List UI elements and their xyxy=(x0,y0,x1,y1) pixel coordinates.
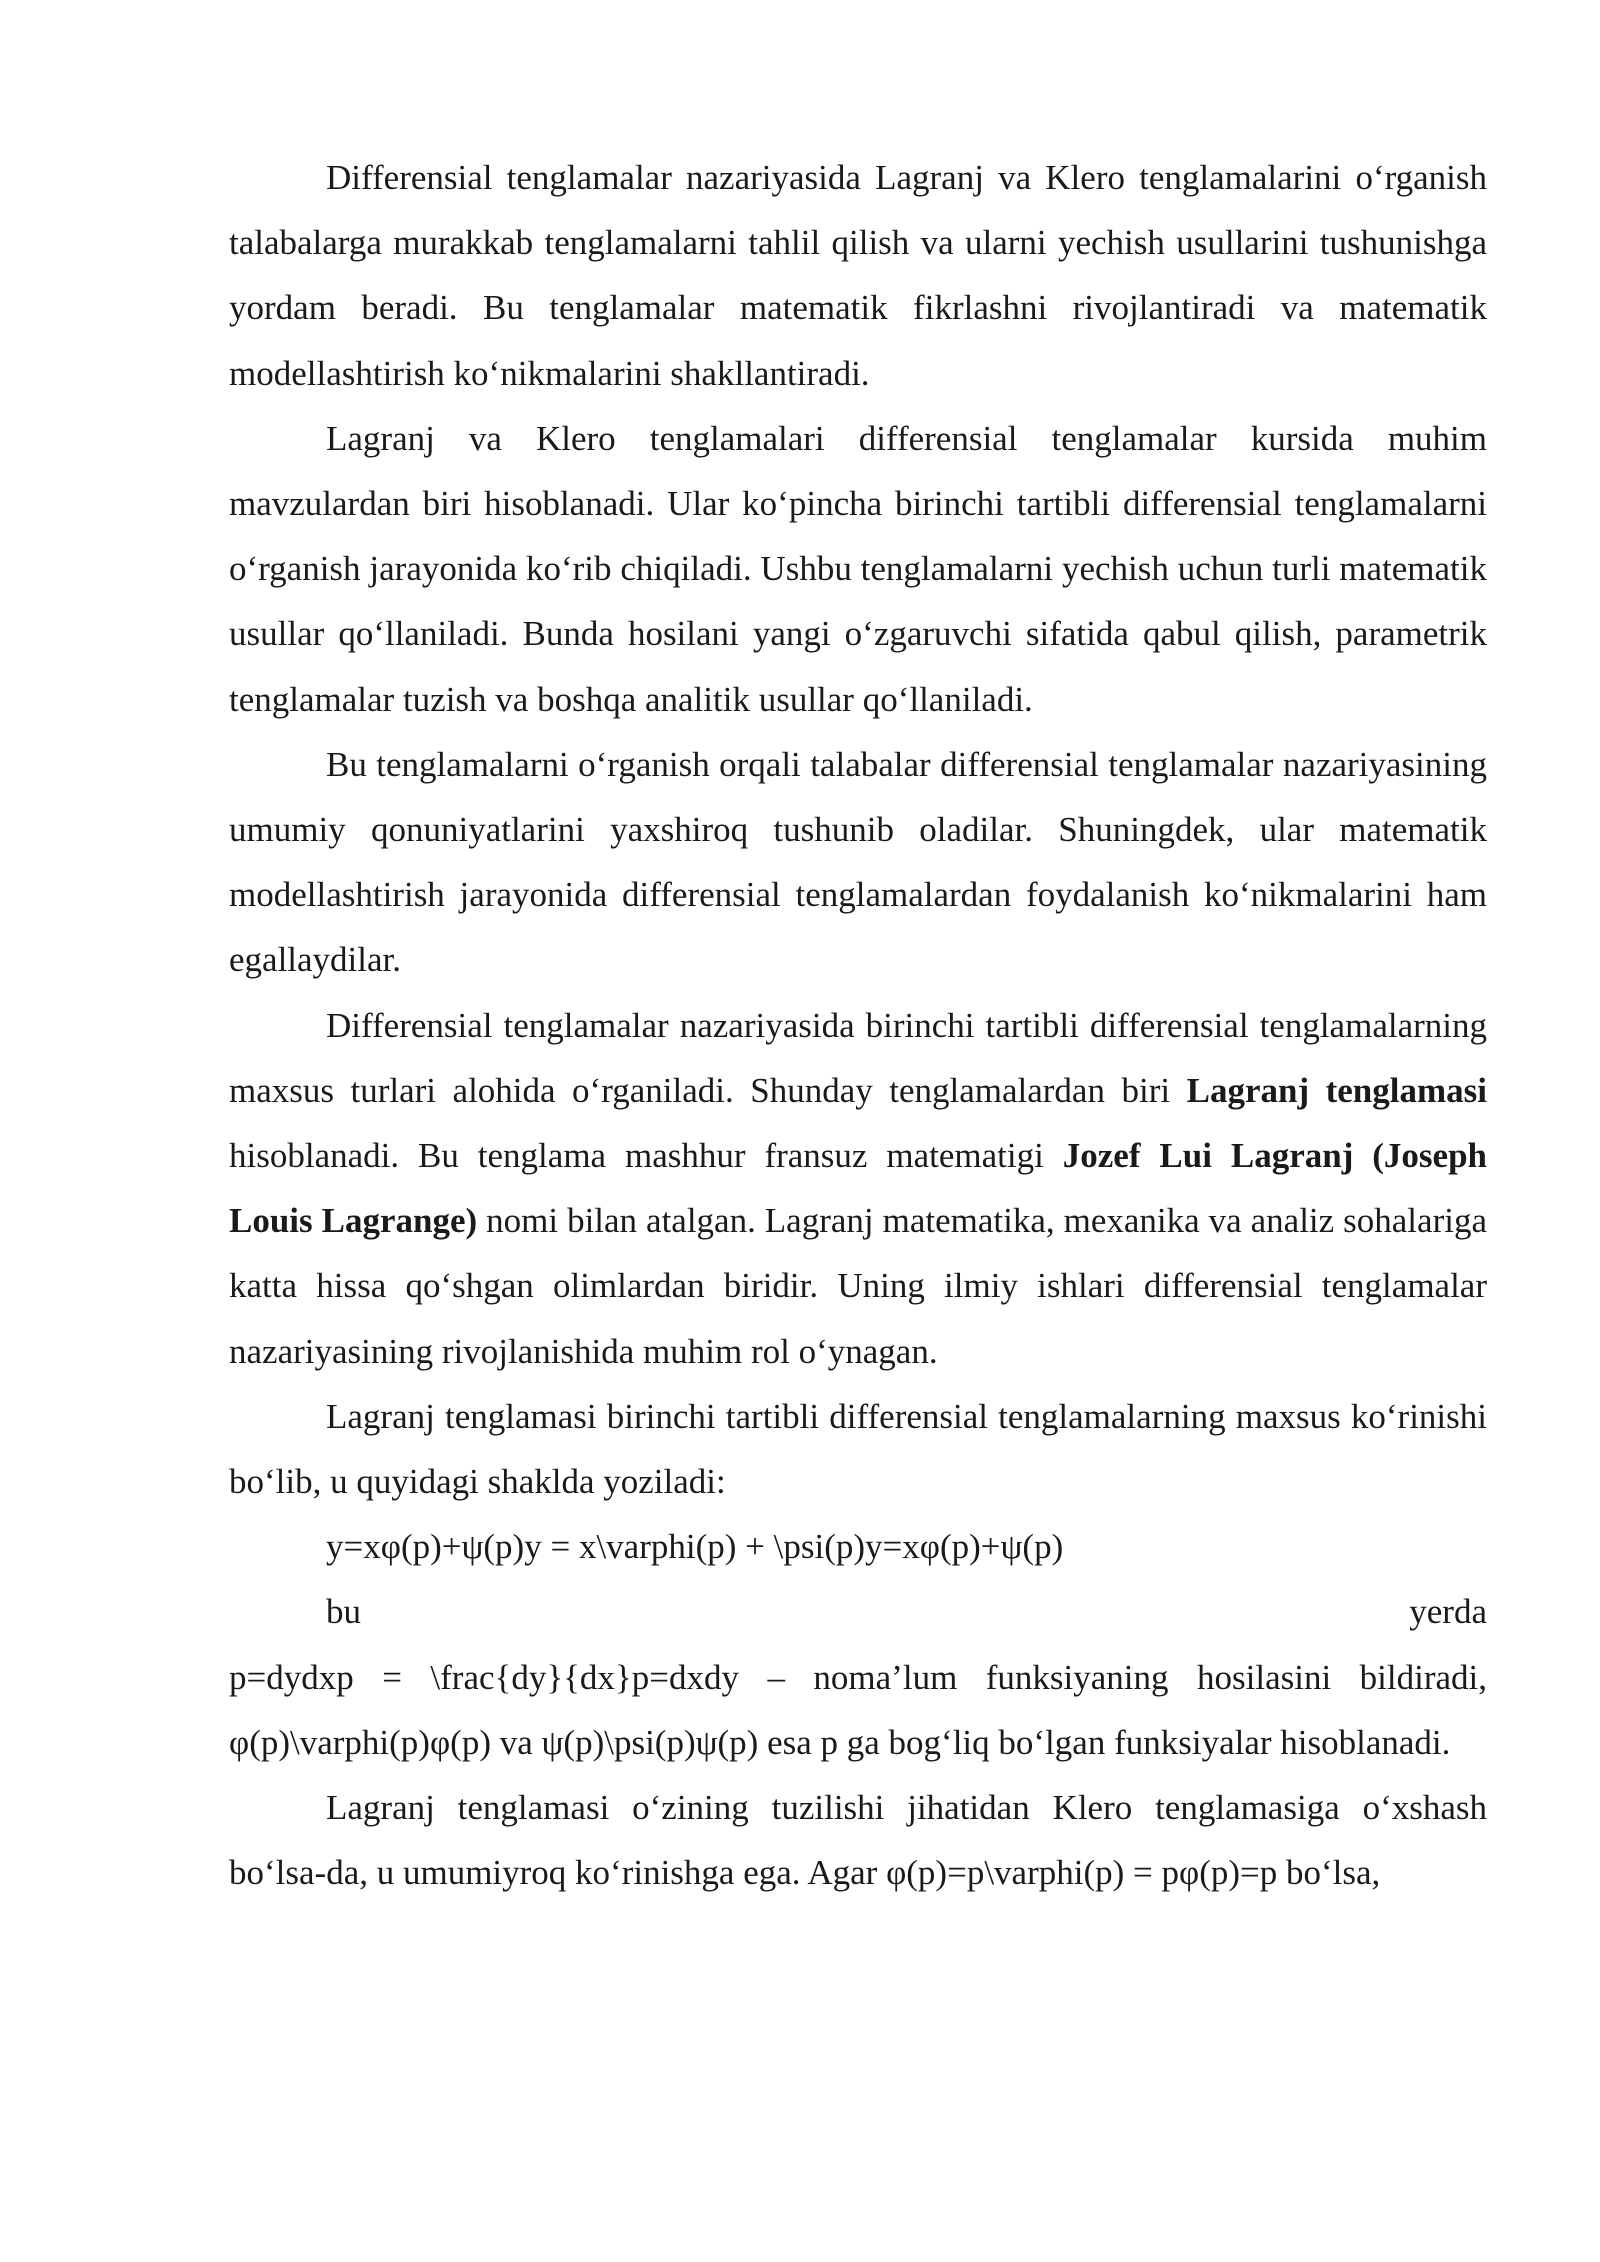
paragraph-4 xyxy=(229,993,1487,1384)
paragraph-7: Lagranj tenglamasi oʻzining tuzilishi jihatidan Klero tenglamasiga oʻxshash boʻlsa-da, u umumiyroq koʻrinishga ega. Agar φ(p)=p\varphi(p) = pφ(p)=p boʻlsa, xyxy=(229,1788,1487,1893)
bu-word: bu xyxy=(326,1592,361,1632)
lagrange-name-bold: Jozef Lui Lagranj (Joseph Louis Lagrange) xyxy=(229,1136,1488,1241)
paragraph-4-text-1: Differensial tenglamalar nazariyasida birinchi tartibli differensial tenglamalarning maxsus turlari alohida oʻrganiladi. Shunday tenglamalardan biri xyxy=(229,1005,1487,1110)
paragraph-2: Lagranj va Klero tenglamalari differensial tenglamalar kursida muhim mavzulardan biri hisoblanadi. Ular koʻpincha birinchi tartibli differensial tenglamalarni oʻrganish jarayonida koʻrib chiqiladi. Ushbu tenglamalarni yechish uchun turli matematik usullar qoʻllaniladi. Bunda hosilani yangi oʻzgaruvchi sifatida qabul qilish, parametrik tenglamalar tuzish va boshqa analitik usullar qoʻllaniladi. xyxy=(229,418,1487,719)
yerda-word: yerda xyxy=(1409,1592,1487,1632)
lagranj-tenglamasi-bold: Lagranj tenglamasi xyxy=(1186,1070,1487,1110)
bu-yerda-line xyxy=(229,1579,1487,1644)
paragraph-5: Lagranj tenglamasi birinchi tartibli differensial tenglamalarning maxsus koʻrinishi boʻlib, u quyidagi shaklda yoziladi: xyxy=(229,1396,1487,1502)
paragraph-3: Bu tenglamalarni oʻrganish orqali talabalar differensial tenglamalar nazariyasining umumiy qonuniyatlarini yaxshiroq tushunib oladilar. Shuningdek, ular matematik modellashtirish jarayonida differensial tenglamalardan foydalanish koʻnikmalarini ham egallaydilar. xyxy=(229,744,1487,980)
paragraph-4-text-2: hisoblanadi. Bu tenglama mashhur fransuz matematigi xyxy=(229,1136,1063,1176)
paragraph-4-text-3: nomi bilan atalgan. Lagranj matematika, mexanika va analiz sohalariga katta hissa qoʻshgan olimlardan biridir. Uning ilmiy ishlari differensial tenglamalar nazariyasining rivojlanishida muhim rol oʻynagan. xyxy=(229,1201,1487,1371)
paragraph-1: Differensial tenglamalar nazariyasida Lagranj va Klero tenglamalarini oʻrganish talabalarga murakkab tenglamalarni tahlil qilish va ularni yechish usullarini tushunishga yordam beradi. Bu tenglamalar matematik fikrlashni rivojlantiradi va matematik modellashtirish koʻnikmalarini shakllantiradi. xyxy=(229,158,1487,393)
lagrange-equation-formula: y=xφ(p)+ψ(p)y = x\varphi(p) + \psi(p)y=xφ(p)+ψ(p) xyxy=(326,1527,1064,1567)
document-body xyxy=(229,145,1487,1905)
paragraph-6: p=dydxp = \frac{dy}{dx}p=dxdy – noma’lum funksiyaning hosilasini bildiradi, φ(p)\varphi(p)φ(p) va ψ(p)\psi(p)ψ(p) esa p ga bogʻliq boʻlgan funksiyalar hisoblanadi. xyxy=(229,1657,1487,1762)
